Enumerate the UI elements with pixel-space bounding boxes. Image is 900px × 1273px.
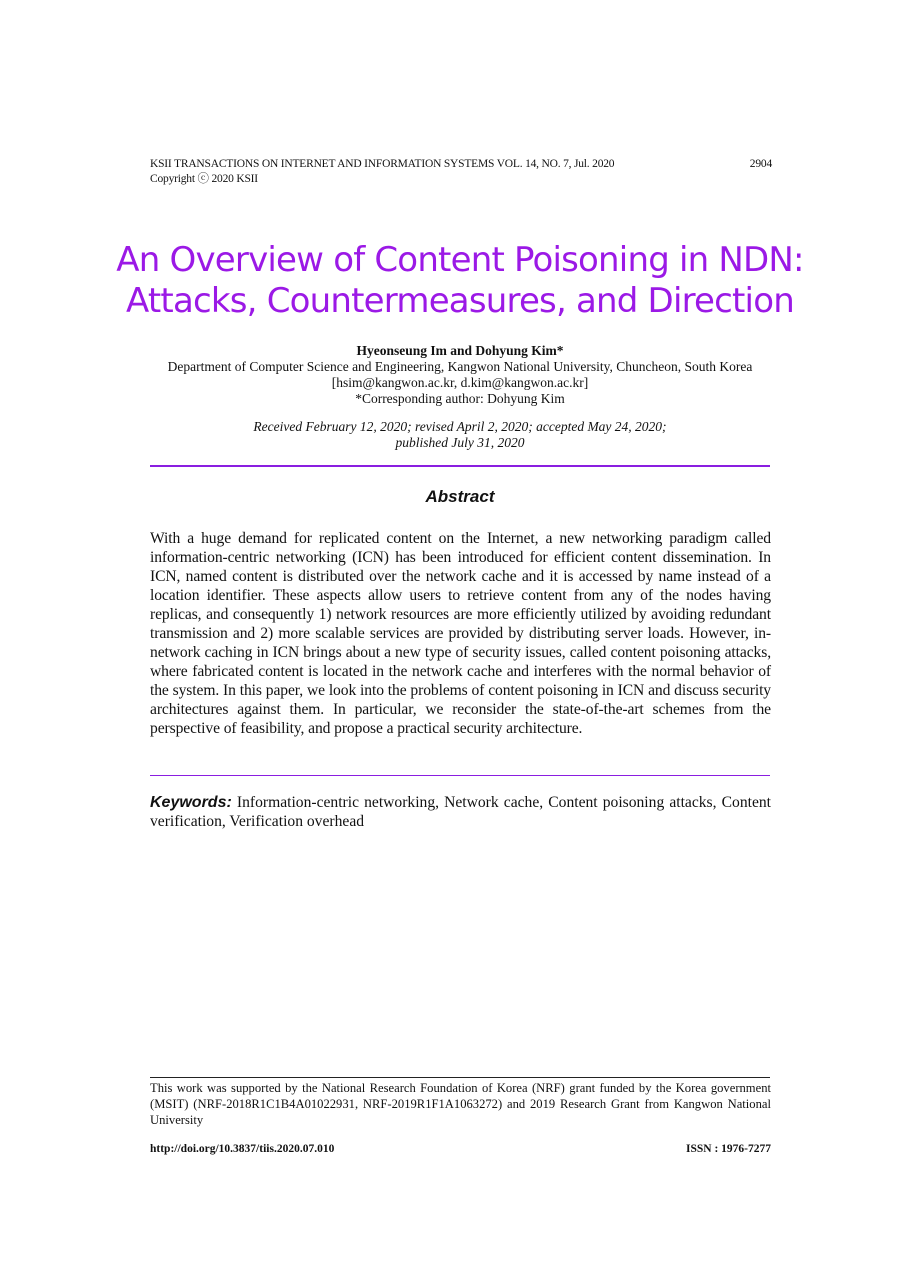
affiliation: Department of Computer Science and Engineering, Kangwon National University, Chuncheon, South Korea — [167, 359, 753, 374]
journal-name: KSII TRANSACTIONS ON INTERNET AND INFORMATION SYSTEMS VOL. 14, NO. 7, Jul. 2020 — [150, 158, 615, 170]
paper-title — [110, 240, 810, 322]
keywords-text: Information-centric networking, Network cache, Content poisoning attacks, Content verification, Verification overhead — [150, 794, 771, 830]
author-emails: [hsim@kangwon.ac.kr, d.kim@kangwon.ac.kr] — [331, 375, 589, 390]
corresponding-author: *Corresponding author: Dohyung Kim — [355, 391, 565, 406]
abstract-heading: Abstract — [425, 487, 495, 506]
dates-line-1: Received February 12, 2020; revised April 2, 2020; accepted May 24, 2020; — [253, 419, 667, 434]
footnote-divider — [150, 1077, 770, 1078]
doi-link[interactable]: http://doi.org/10.3837/tiis.2020.07.010 — [150, 1143, 335, 1155]
funding-footnote: This work was supported by the National Research Foundation of Korea (NRF) grant funded by the Korea government (MSIT) (NRF-2018R1C1B4A01022931, NRF-2019R1F1A1063272) and 2019 Research Grant from Kangwon National University — [150, 1081, 771, 1127]
publication-dates — [150, 419, 770, 451]
author-block — [150, 343, 770, 407]
copyright-line: Copyright ⓒ 2020 KSII — [150, 173, 258, 185]
page-footer — [150, 1143, 771, 1155]
issn: ISSN : 1976-7277 — [686, 1143, 771, 1155]
author-names: Hyeonseung Im and Dohyung Kim* — [356, 343, 564, 358]
abstract-body: With a huge demand for replicated content on the Internet, a new networking paradigm called information-centric networking (ICN) has been introduced for efficient content dissemination. In ICN, named content is distributed over the network cache and it is accessed by name instead of a location identifier. These aspects allow users to retrieve content from any of the nodes having replicas, and consequently 1) network resources are more efficiently utilized by avoiding redundant transmission and 2) more scalable services are provided by distributing server loads. However, in-network caching in ICN brings about a new type of security issues, called content poisoning attacks, where fabricated content is located in the network cache and interferes with the normal behavior of the system. In this paper, we look into the problems of content poisoning in ICN and discuss security architectures against them. In particular, we reconsider the state-of-the-art schemes from the perspective of feasibility, and propose a practical security architecture. — [150, 530, 771, 737]
title-line-1: An Overview of Content Poisoning in NDN: — [116, 240, 804, 280]
keywords-label: Keywords: — [150, 794, 232, 811]
keywords-block — [150, 793, 771, 831]
dates-line-2: published July 31, 2020 — [395, 435, 525, 450]
title-divider — [150, 465, 770, 467]
page-number: 2904 — [749, 158, 772, 170]
abstract-divider — [150, 775, 770, 776]
title-line-2: Attacks, Countermeasures, and Direction — [126, 281, 794, 321]
running-header — [150, 157, 772, 187]
